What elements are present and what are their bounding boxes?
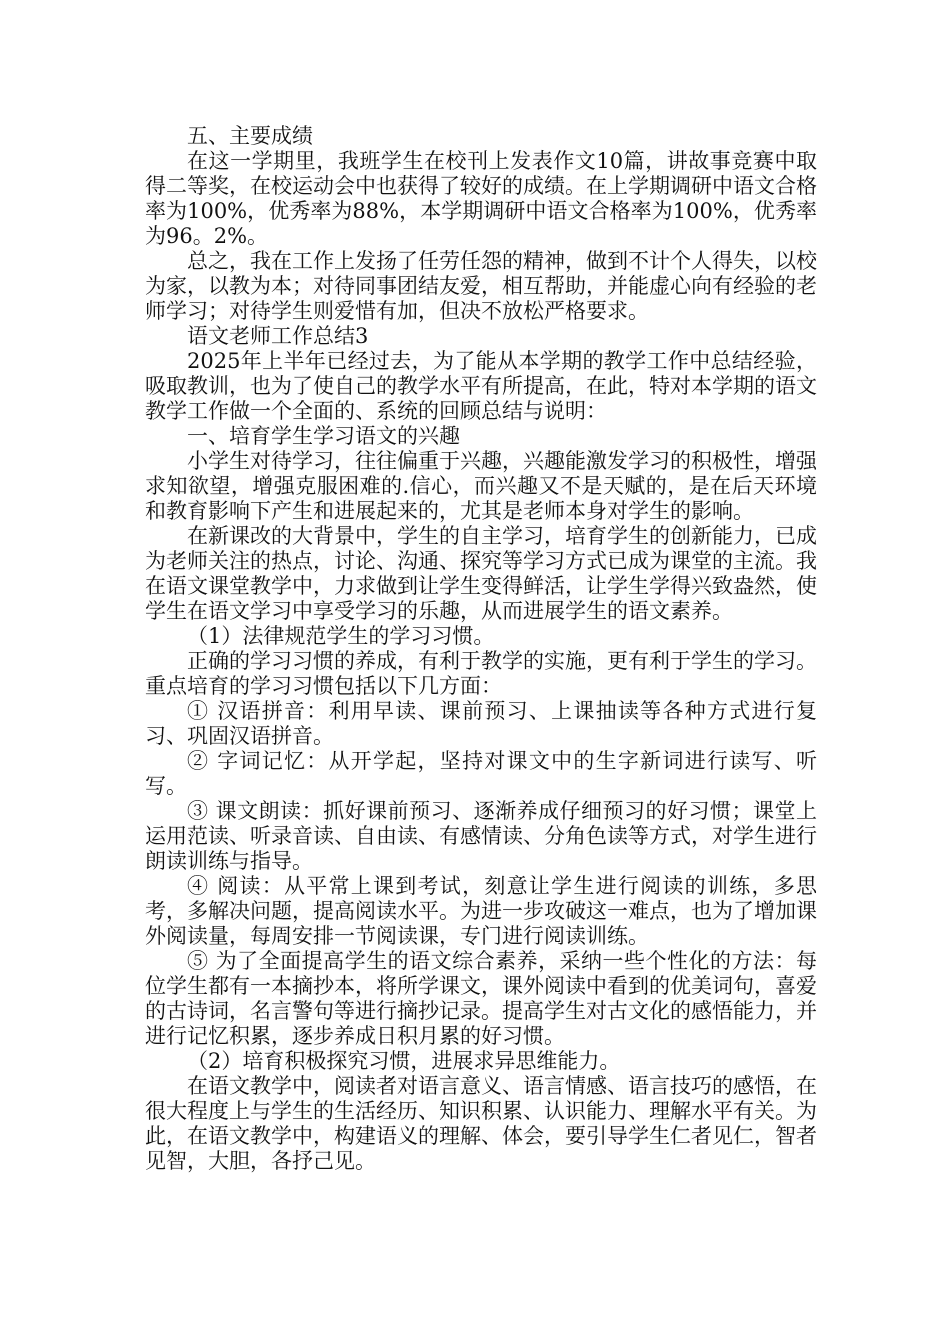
- section-heading-achievements: 五、主要成绩: [187, 124, 313, 148]
- document-body: [145, 124, 817, 1174]
- paragraph-interest: 小学生对待学习，往往偏重于兴趣，兴趣能激发学习的积极性，增强求知欲望，增强克服困难的.信心，而兴趣又不是天赋的，是在后天环境和教育影响下产生和进展起来的，尤其是老师本身对学生的影响。: [145, 449, 817, 523]
- paragraph-learning-habits: 正确的学习习惯的养成，有利于教学的实施，更有利于学生的学习。重点培育的学习习惯包括以下几方面：: [145, 649, 817, 698]
- paragraph-curriculum-reform: 在新课改的大背景中，学生的自主学习，培育学生的创新能力，已成为老师关注的热点，讨论、沟通、探究等学习方式已成为课堂的主流。我在语文课堂教学中，力求做到让学生变得鲜活，让学生学得兴致盎然，使学生在语文学习中享受学习的乐趣，从而进展学生的语文素养。: [145, 524, 817, 623]
- list-item-reading-aloud: ③ 课文朗读：抓好课前预习、逐渐养成仔细预习的好习惯；课堂上运用范读、听录音读、自由读、有感情读、分角色读等方式，对学生进行朗读训练与指导。: [145, 799, 817, 873]
- article-title: 语文老师工作总结3: [187, 324, 369, 348]
- paragraph-intro: 2025年上半年已经过去，为了能从本学期的教学工作中总结经验，吸取教训，也为了使自己的教学水平有所提高，在此，特对本学期的语文教学工作做一个全面的、系统的回顾总结与说明：: [145, 349, 817, 423]
- paragraph-achievements: 在这一学期里，我班学生在校刊上发表作文10篇，讲故事竞赛中取得二等奖，在校运动会中也获得了较好的成绩。在上学期调研中语文合格率为100%，优秀率为88%，本学期调研中语文合格率为100%，优秀率为96。2%。: [145, 149, 817, 248]
- list-item-pinyin: ① 汉语拼音：利用早读、课前预习、上课抽读等各种方式进行复习、巩固汉语拼音。: [145, 699, 817, 748]
- subheading-inquiry-habits: （2）培育积极探究习惯，进展求异思维能力。: [187, 1049, 621, 1073]
- subheading-learning-habits: （1）法律规范学生的学习习惯。: [187, 624, 495, 648]
- paragraph-inquiry: 在语文教学中，阅读者对语言意义、语言情感、语言技巧的感悟，在很大程度上与学生的生活经历、知识积累、认识能力、理解水平有关。为此，在语文教学中，构建语义的理解、体会，要引导学生仁者见仁，智者见智，大胆，各抒己见。: [145, 1074, 817, 1173]
- list-item-vocabulary: ② 字词记忆：从开学起，坚持对课文中的生字新词进行读写、听写。: [145, 749, 817, 798]
- section-heading-interest: 一、培育学生学习语文的兴趣: [187, 424, 460, 448]
- list-item-reading: ④ 阅读：从平常上课到考试，刻意让学生进行阅读的训练，多思考，多解决问题，提高阅读水平。为进一步攻破这一难点，也为了增加课外阅读量，每周安排一节阅读课，专门进行阅读训练。: [145, 874, 817, 948]
- paragraph-summary: 总之，我在工作上发扬了任劳任怨的精神，做到不计个人得失，以校为家，以教为本；对待同事团结友爱，相互帮助，并能虚心向有经验的老师学习；对待学生则爱惜有加，但决不放松严格要求。: [145, 249, 817, 323]
- list-item-literacy: ⑤ 为了全面提高学生的语文综合素养，采纳一些个性化的方法：每位学生都有一本摘抄本，将所学课文，课外阅读中看到的优美词句，喜爱的古诗词，名言警句等进行摘抄记录。提高学生对古文化的感悟能力，并进行记忆积累，逐步养成日积月累的好习惯。: [145, 949, 817, 1048]
